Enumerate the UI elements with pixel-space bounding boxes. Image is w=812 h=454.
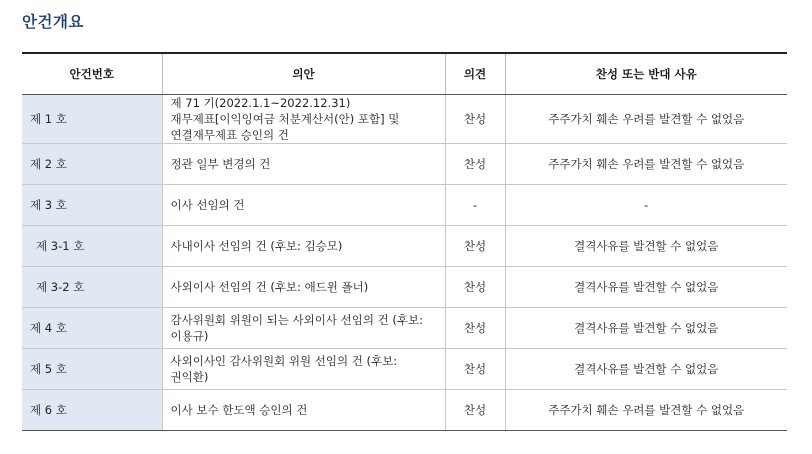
header-opinion: 의견 [445,53,505,94]
agenda-number-cell: 제 4 호 [22,307,162,348]
reason-cell: 결격사유를 발견할 수 없었음 [505,225,787,266]
reason-cell: 결격사유를 발견할 수 없었음 [505,266,787,307]
agenda-cell: 사내이사 선임의 건 (후보: 김승모) [162,225,445,266]
agenda-number-cell: 제 6 호 [22,389,162,430]
agenda-cell: 이사 선임의 건 [162,184,445,225]
reason-cell: 결격사유를 발견할 수 없었음 [505,348,787,389]
opinion-cell: 찬성 [445,307,505,348]
table-row [22,94,787,143]
opinion-cell: 찬성 [445,389,505,430]
agenda-number-cell: 제 1 호 [22,94,162,143]
table-header-row [22,53,787,94]
section-title: 안건개요 [22,13,84,31]
agenda-cell: 사외이사 선임의 건 (후보: 애드윈 폴너) [162,266,445,307]
table-row [22,389,787,430]
agenda-cell: 이사 보수 한도액 승인의 건 [162,389,445,430]
agenda-number-cell: 제 3 호 [22,184,162,225]
header-agenda-number: 안건번호 [22,53,162,94]
header-agenda: 의안 [162,53,445,94]
table-row [22,307,787,348]
opinion-cell: 찬성 [445,225,505,266]
table-row [22,225,787,266]
agenda-cell: 제 71 기(2022.1.1~2022.12.31) 재무제표[이익잉여금 처분계산서(안) 포함] 및 연결재무제표 승인의 건 [162,94,445,143]
table-row [22,266,787,307]
agenda-cell: 정관 일부 변경의 건 [162,143,445,184]
header-reason: 찬성 또는 반대 사유 [505,53,787,94]
reason-cell: - [505,184,787,225]
opinion-cell: 찬성 [445,143,505,184]
agenda-number-cell: 제 3-1 호 [22,225,162,266]
reason-cell: 주주가치 훼손 우려를 발견할 수 없었음 [505,389,787,430]
table-row [22,143,787,184]
opinion-cell: 찬성 [445,348,505,389]
agenda-table [22,52,787,431]
opinion-cell: 찬성 [445,266,505,307]
agenda-number-cell: 제 2 호 [22,143,162,184]
agenda-number-cell: 제 3-2 호 [22,266,162,307]
reason-cell: 주주가치 훼손 우려를 발견할 수 없었음 [505,143,787,184]
opinion-cell: 찬성 [445,94,505,143]
table-row [22,348,787,389]
agenda-cell: 감사위원회 위원이 되는 사외이사 선임의 건 (후보: 이용규) [162,307,445,348]
reason-cell: 주주가치 훼손 우려를 발견할 수 없었음 [505,94,787,143]
agenda-number-cell: 제 5 호 [22,348,162,389]
opinion-cell: - [445,184,505,225]
reason-cell: 결격사유를 발견할 수 없었음 [505,307,787,348]
table-row [22,184,787,225]
agenda-cell: 사외이사인 감사위원회 위원 선임의 건 (후보: 권익환) [162,348,445,389]
